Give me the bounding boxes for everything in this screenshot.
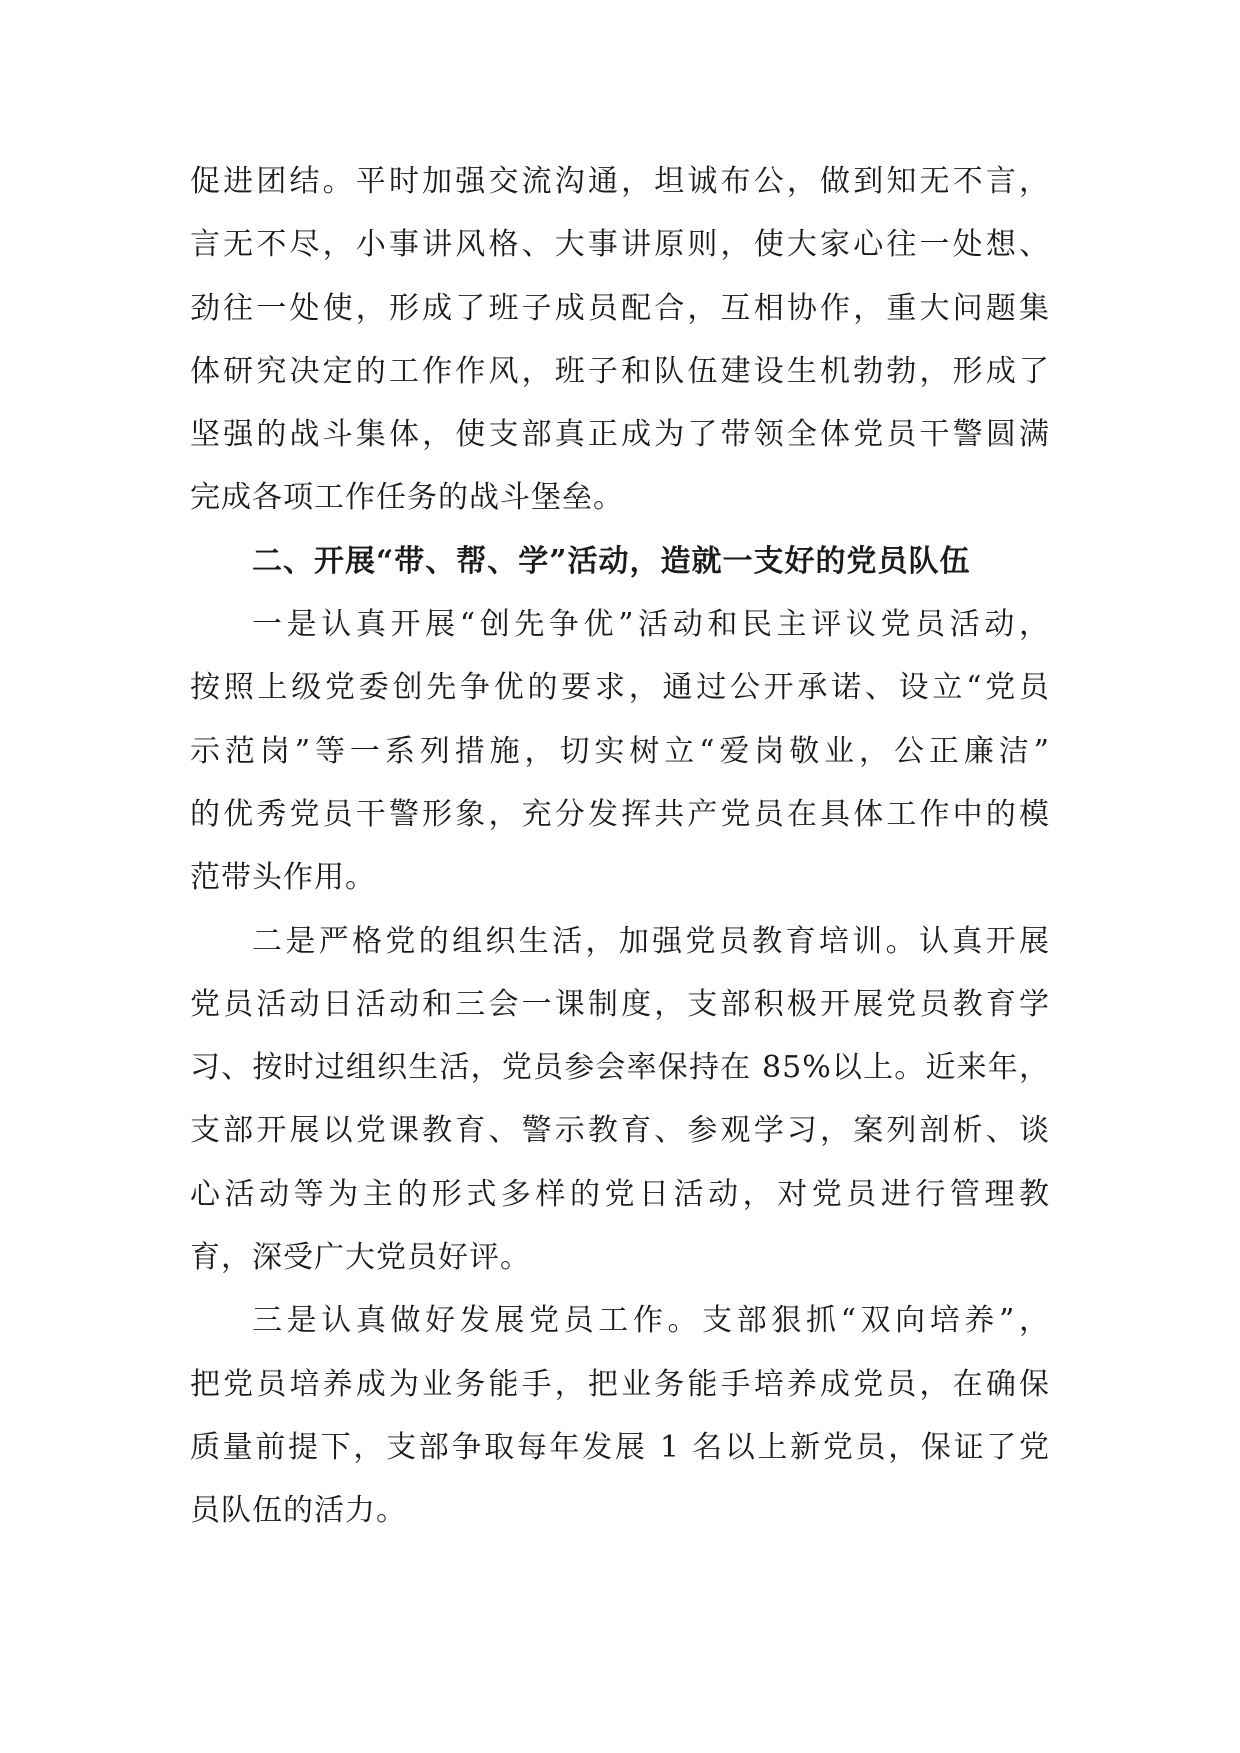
paragraph-member-development xyxy=(190,1289,1050,1542)
paragraph-excellence-activity xyxy=(190,593,1050,909)
text-line: 完成各项工作任务的战斗堡垒。 xyxy=(190,480,624,516)
text-line: 员队伍的活力。 xyxy=(190,1493,407,1529)
text-line: 二是严格党的组织生活，加强党员教育培训。认真开展 xyxy=(252,923,1050,959)
text-line: 把党员培养成为业务能手，把业务能手培养成党员，在确保 xyxy=(190,1366,1050,1402)
text-line: 心活动等为主的形式多样的党日活动，对党员进行管理教 xyxy=(190,1176,1050,1212)
text-line: 育，深受广大党员好评。 xyxy=(190,1240,531,1276)
paragraph-party-life xyxy=(190,910,1050,1290)
text-line: 示范岗”等一系列措施，切实树立“爱岗敬业，公正廉洁” xyxy=(190,733,1050,769)
text-line: 言无不尽，小事讲风格、大事讲原则，使大家心往一处想、 xyxy=(190,227,1050,263)
text-line: 质量前提下，支部争取每年发展 1 名以上新党员，保证了党 xyxy=(190,1429,1050,1465)
text-line: 促进团结。平时加强交流沟通，坦诚布公，做到知无不言， xyxy=(190,164,1050,199)
text-line: 按照上级党委创先争优的要求，通过公开承诺、设立“党员 xyxy=(190,670,1050,706)
text-line: 体研究决定的工作作风，班子和队伍建设生机勃勃，形成了 xyxy=(190,353,1050,389)
text-line: 习、按时过组织生活，党员参会率保持在 85%以上。近来年， xyxy=(190,1050,1050,1086)
text-line: 支部开展以党课教育、警示教育、参观学习，案列剖析、谈 xyxy=(190,1113,1050,1149)
section-heading: 二、开展“带、帮、学”活动，造就一支好的党员队伍 xyxy=(252,543,971,579)
text-line: 坚强的战斗集体，使支部真正成为了带领全体党员干警圆满 xyxy=(190,417,1050,453)
text-line: 范带头作用。 xyxy=(190,860,376,896)
text-line: 三是认真做好发展党员工作。支部狠抓“双向培养”， xyxy=(252,1303,1050,1339)
document-body xyxy=(190,150,1050,1543)
text-line: 的优秀党员干警形象，充分发挥共产党员在具体工作中的模 xyxy=(190,796,1050,832)
text-line: 党员活动日活动和三会一课制度，支部积极开展党员教育学 xyxy=(190,986,1050,1022)
paragraph-team-unity xyxy=(190,150,1050,530)
text-line: 劲往一处使，形成了班子成员配合，互相协作，重大问题集 xyxy=(190,290,1050,326)
text-line: 一是认真开展“创先争优”活动和民主评议党员活动， xyxy=(252,607,1050,643)
